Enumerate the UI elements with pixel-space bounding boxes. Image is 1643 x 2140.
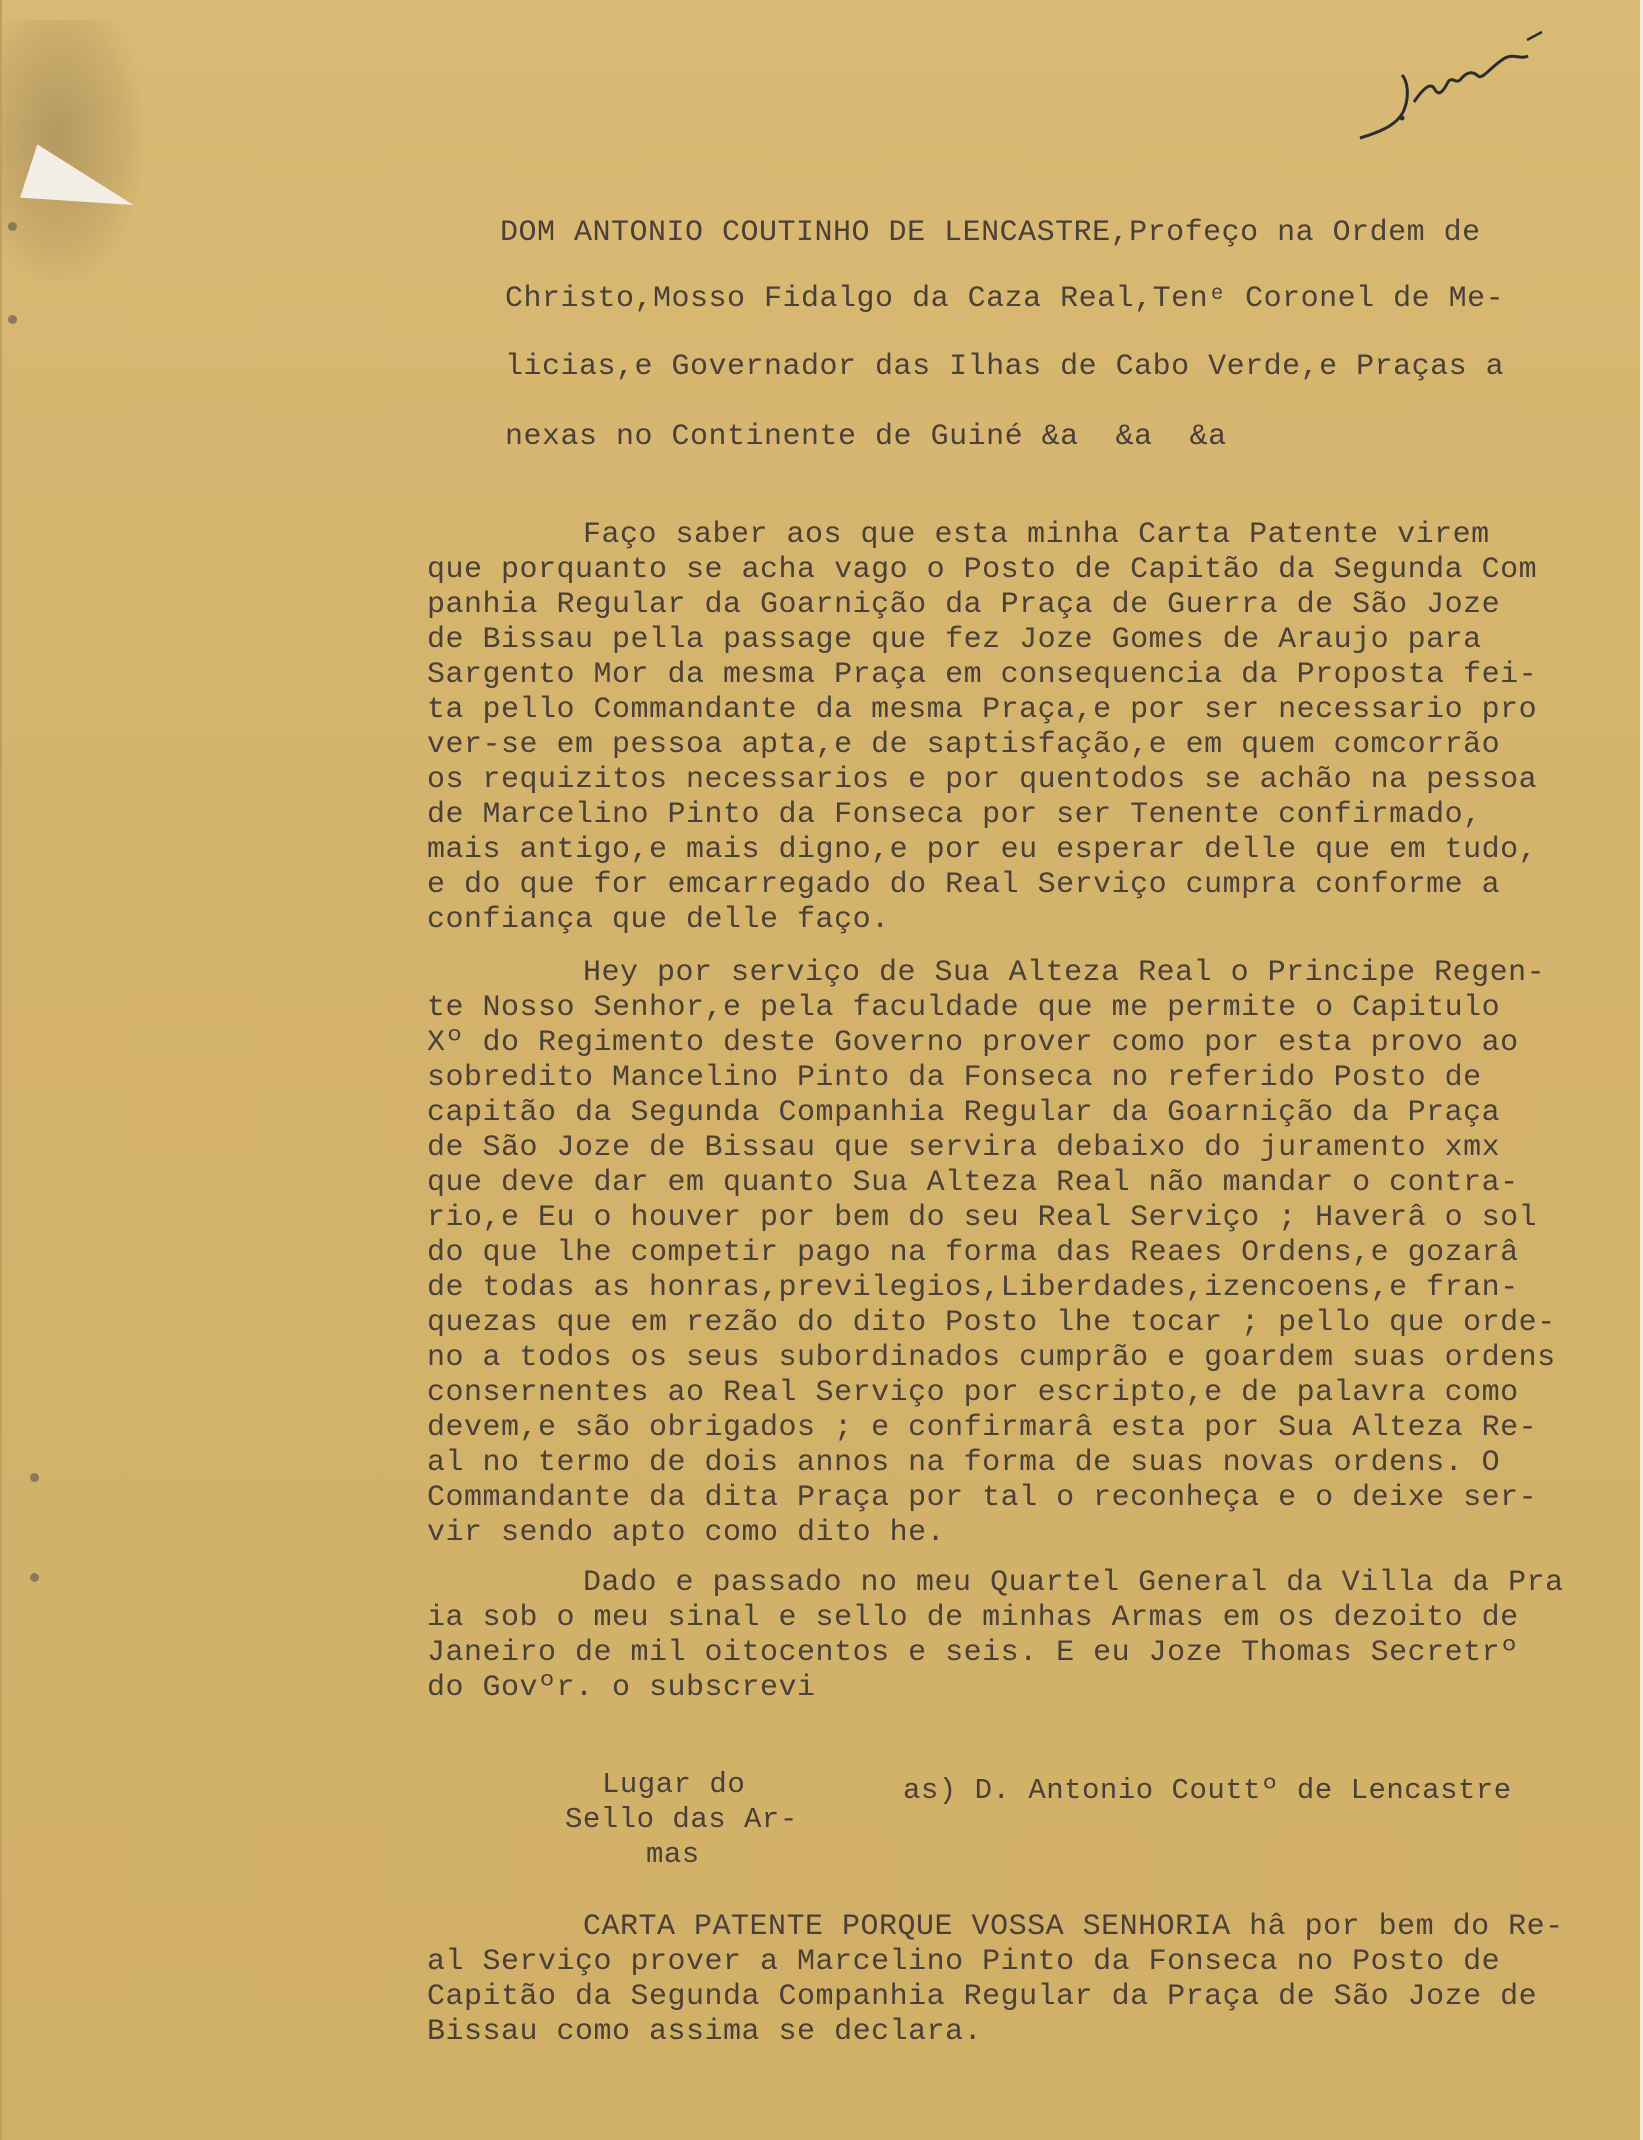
body-line: ta pello Commandante da mesma Praça,e por ser necessario pro xyxy=(427,693,1538,727)
footer-line: Capitão da Segunda Companhia Regular da Praça de São Joze de xyxy=(427,1980,1538,2014)
body-line: vir sendo apto como dito he. xyxy=(427,1516,946,1550)
body-line: ia sob o meu sinal e sello de minhas Armas em os dezoito de xyxy=(427,1601,1519,1635)
body-line: que deve dar em quanto Sua Alteza Real não mandar o contra- xyxy=(427,1166,1519,1200)
body-line: sobredito Mancelino Pinto da Fonseca no referido Posto de xyxy=(427,1061,1482,1095)
body-line: ver-se em pessoa apta,e de saptisfação,e em quem comcorrão xyxy=(427,728,1501,762)
body-line: que porquanto se acha vago o Posto de Capitão da Segunda Com xyxy=(427,553,1538,587)
body-line: de São Joze de Bissau que servira debaixo do juramento xmx xyxy=(427,1131,1501,1165)
header-line: DOM ANTONIO COUTINHO DE LENCASTRE,Profeço na Ordem de xyxy=(500,216,1481,250)
body-line: Dado e passado no meu Quartel General da Villa da Pra xyxy=(583,1566,1564,1600)
body-line: de Marcelino Pinto da Fonseca por ser Tenente confirmado, xyxy=(427,798,1482,832)
body-line: do Govºr. o subscrevi xyxy=(427,1671,816,1705)
body-line: no a todos os seus subordinados cumprão e goardem suas ordens xyxy=(427,1341,1556,1375)
body-line: capitão da Segunda Companhia Regular da Goarnição da Praça xyxy=(427,1096,1501,1130)
body-line: e do que for emcarregado do Real Serviço cumpra conforme a xyxy=(427,868,1501,902)
body-line: quezas que em rezão do dito Posto lhe tocar ; pello que orde- xyxy=(427,1306,1556,1340)
signed-name: as) D. Antonio Couttº de Lencastre xyxy=(903,1774,1512,1807)
body-line: al no termo de dois annos na forma de suas novas ordens. O xyxy=(427,1446,1501,1480)
header-line: nexas no Continente de Guiné &a &a &a xyxy=(505,420,1227,454)
header-line: licias,e Governador das Ilhas de Cabo Verde,e Praças a xyxy=(505,350,1505,384)
body-line: de Bissau pella passage que fez Joze Gomes de Araujo para xyxy=(427,623,1482,657)
body-line: os requizitos necessarios e por quentodos se achão na pessoa xyxy=(427,763,1538,797)
header-line: Christo,Mosso Fidalgo da Caza Real,Tenᵉ Coronel de Me- xyxy=(505,282,1505,316)
seal-label: Sello das Ar- xyxy=(565,1803,798,1836)
body-line: Sargento Mor da mesma Praça em consequencia da Proposta fei- xyxy=(427,658,1538,692)
body-line: panhia Regular da Goarnição da Praça de Guerra de São Joze xyxy=(427,588,1501,622)
body-line: Commandante da dita Praça por tal o reconheça e o deixe ser- xyxy=(427,1481,1538,1515)
seal-label: Lugar do xyxy=(602,1768,746,1801)
footer-line: al Serviço prover a Marcelino Pinto da Fonseca no Posto de xyxy=(427,1945,1501,1979)
body-line: Janeiro de mil oitocentos e seis. E eu Joze Thomas Secretrº xyxy=(427,1636,1519,1670)
body-line: de todas as honras,previlegios,Liberdades,izencoens,e fran- xyxy=(427,1271,1519,1305)
body-line: Xº do Regimento deste Governo prover como por esta provo ao xyxy=(427,1026,1519,1060)
seal-label: mas xyxy=(646,1838,700,1871)
body-line: consernentes ao Real Serviço por escripto,e de palavra como xyxy=(427,1376,1519,1410)
body-line: Faço saber aos que esta minha Carta Patente virem xyxy=(583,518,1490,552)
body-line: mais antigo,e mais digno,e por eu esperar delle que em tudo, xyxy=(427,833,1538,867)
body-line: Hey por serviço de Sua Alteza Real o Principe Regen- xyxy=(583,956,1546,990)
body-line: confiança que delle faço. xyxy=(427,903,890,937)
body-line: devem,e são obrigados ; e confirmarâ esta por Sua Alteza Re- xyxy=(427,1411,1538,1445)
body-line: rio,e Eu o houver por bem do seu Real Serviço ; Haverâ o sol xyxy=(427,1201,1538,1235)
footer-line: CARTA PATENTE PORQUE VOSSA SENHORIA hâ por bem do Re- xyxy=(583,1910,1564,1944)
body-line: te Nosso Senhor,e pela faculdade que me permite o Capitulo xyxy=(427,991,1501,1025)
footer-line: Bissau como assima se declara. xyxy=(427,2015,983,2049)
body-line: do que lhe competir pago na forma das Reaes Ordens,e gozarâ xyxy=(427,1236,1519,1270)
